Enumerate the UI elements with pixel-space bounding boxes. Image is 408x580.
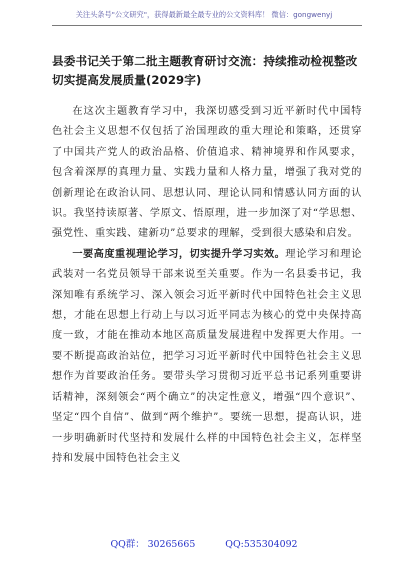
paragraph-body: 理论学习和理论武装对一名党员领导干部来说至关重要。作为一名县委书记，我深知唯有系统学习、深入领会习近平新时代中国特色社会主义思想，才能在思想上行动上与以习近平同志为核心的党中央保持高度一致，才能在推动本地区高质量发展进程中发挥更大作用。一要不断提高政治站位，把学习习近平新时代中国特色社会主义思想作为首要政治任务。要带头学习贯彻习近平总书记系列重要讲话精神，深刻领会“两个确立”的决定性意义，增强“四个意识”、坚定“四个自信”、做到“两个维护”。要统一思想，提高认识，进一步明确新时代坚持和发展什么样的中国特色社会主义，怎样坚持和发展中国特色社会主义 <box>52 248 363 464</box>
header-divider <box>52 25 362 26</box>
document-title: 县委书记关于第二批主题教育研讨交流：持续推动检视整改切实提高发展质量(2029字) <box>52 54 358 87</box>
document-body <box>52 102 362 469</box>
footer-qq-number: QQ:535304092 <box>225 539 298 550</box>
paragraph-theory-study <box>52 245 362 469</box>
footer-qq-group: QQ群： 30265665 <box>110 539 196 550</box>
paragraph-intro: 在这次主题教育学习中，我深切感受到习近平新时代中国特色社会主义思想不仅包括了治国理政的重大理论和策略，还贯穿了中国共产党人的政治品格、价值追求、精神境界和作风要求，包含着深厚的真理力量、实践力量和人格力量，增强了我对党的创新理论在政治认同、思想认同、理论认同和情感认同方面的认识。我坚持读原著、学原文、悟原理，进一步加深了对“学思想、强党性、重实践、建新功”总要求的理解，受到很大感染和启发。 <box>52 106 362 240</box>
header-banner: 关注头条号"公文研究"，获得最新最全最专业的公文资料库！ 微信：gongwenyj <box>75 10 333 19</box>
paragraph-heading: 一要高度重视理论学习，切实提升学习实效。 <box>72 248 286 260</box>
footer-contact <box>0 536 408 550</box>
